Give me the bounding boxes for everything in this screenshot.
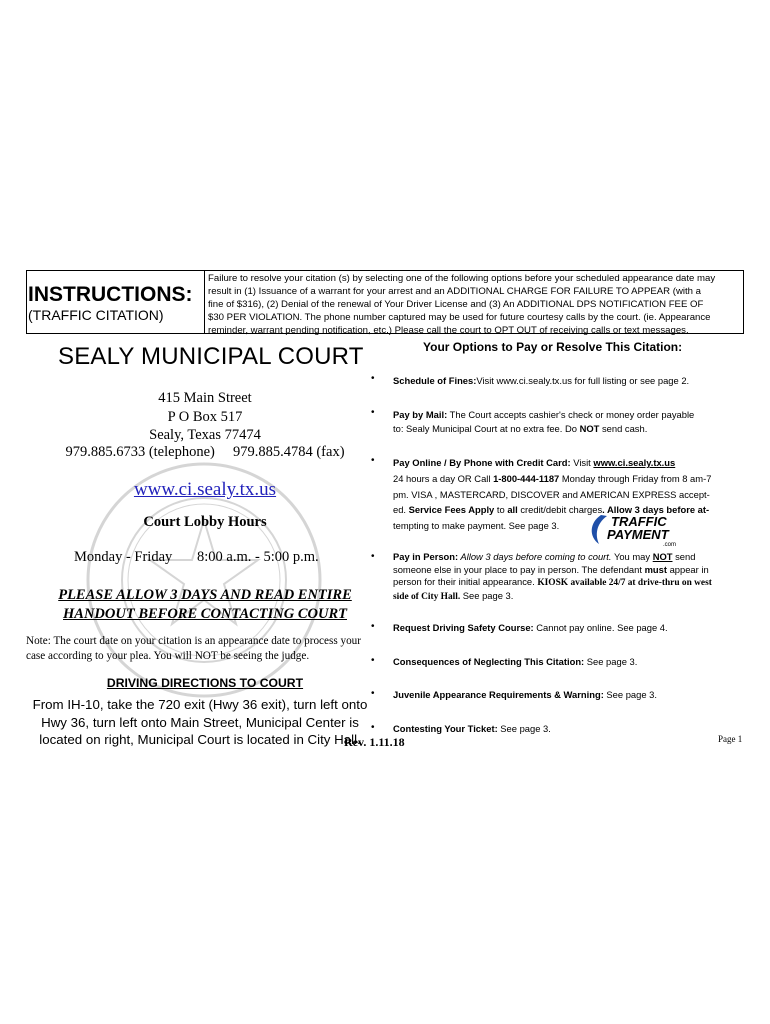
bullet-icon: •: [371, 373, 375, 384]
city-state-zip: Sealy, Texas 77474: [149, 427, 261, 443]
option-text: 24 hours a day OR Call: [393, 472, 494, 484]
option-text: to: [494, 504, 508, 516]
court-website-link[interactable]: www.ci.sealy.tx.us: [133, 479, 277, 500]
driving-directions-title: DRIVING DIRECTIONS TO COURT: [106, 676, 304, 690]
option-label: Consequences of Neglecting This Citation:: [393, 656, 585, 667]
bullet-icon: •: [371, 407, 375, 418]
po-box: P O Box 517: [167, 409, 243, 425]
directions-line: Hwy 36, turn left onto Main Street, Municipal Center is: [41, 714, 359, 730]
street-address: 415 Main Street: [158, 390, 252, 406]
option-text: Visit: [476, 375, 497, 386]
option-text: See page 3.: [460, 589, 514, 601]
notice-line: reminder, warrant pending notification, etc.) Please call the court to OPT OUT of receiving calls or text messages.: [208, 325, 689, 336]
phone-number: 1-800-444-1187: [493, 472, 560, 484]
option-label: Pay Online / By Phone with Credit Card:: [393, 457, 571, 468]
bullet-icon: •: [371, 688, 375, 699]
logo-line1: TRAFFIC: [611, 514, 667, 529]
driving-directions: [24, 696, 376, 749]
option-text: to: Sealy Municipal Court at no extra fee. Do: [393, 422, 580, 434]
option-text: send: [672, 551, 696, 562]
traffic-payment-logo: [587, 511, 689, 547]
option-emphasis: NOT: [579, 422, 600, 434]
option-emphasis: must: [644, 563, 667, 575]
logo-line2: PAYMENT: [607, 527, 669, 542]
option-text: See page 3.: [584, 656, 638, 667]
instructions-subtitle: (TRAFFIC CITATION): [28, 307, 164, 323]
option-emphasis: all: [507, 504, 518, 516]
option-label: Juvenile Appearance Requirements & Warning:: [393, 689, 604, 700]
option-emphasis: NOT: [652, 551, 673, 562]
option-contesting-ticket: [393, 722, 743, 736]
bullet-icon: •: [371, 551, 375, 562]
option-text: See page 3.: [603, 689, 657, 700]
notice-line: $30 PER VIOLATION. The phone number captured may be used for future courtesy calls by the court. (ie. Appearance: [208, 312, 711, 323]
option-consequences: [393, 655, 743, 669]
notice-line: result in (1) Issuance of a warrant for your arrest and an ADDITIONAL CHARGE FOR FAILURE TO APPEAR (with a: [208, 286, 702, 297]
option-text: Monday through Friday from 8 am-7: [559, 472, 712, 484]
option-label: Schedule of Fines:: [393, 375, 477, 386]
option-juvenile-requirements: [393, 688, 743, 702]
option-emphasis: Service Fees Apply: [408, 504, 495, 516]
header-divider: [204, 270, 205, 334]
option-italic: Allow 3 days before coming to court.: [458, 551, 612, 562]
lobby-time: 8:00 a.m. - 5:00 p.m.: [197, 549, 319, 565]
notice-line: fine of $316), (2) Denial of the renewal of Your Driver License and (3) An ADDITIONAL DPS NOTIFICATION FEE OF: [208, 299, 704, 310]
option-text: pm. VISA , MASTERCARD, DISCOVER and AMERICAN EXPRESS accept-: [393, 488, 710, 500]
page-number: Page 1: [718, 734, 743, 744]
options-title: Your Options to Pay or Resolve This Citation:: [423, 340, 683, 354]
bullet-icon: •: [371, 621, 375, 632]
option-text: send cash.: [599, 422, 648, 434]
option-text: The Court accepts cashier's check or money order payable: [447, 409, 695, 420]
phone-numbers: 979.885.6733 (telephone) 979.885.4784 (fax): [65, 444, 345, 460]
option-label: Pay in Person:: [393, 551, 459, 562]
allow-three-days-note: [30, 586, 380, 624]
option-text: person for their initial appearance.: [393, 576, 538, 588]
bullet-icon: •: [371, 655, 375, 666]
logo-suffix: .com: [663, 542, 677, 547]
court-name: SEALY MUNICIPAL COURT: [58, 343, 364, 370]
bullet-icon: •: [371, 722, 375, 733]
option-text: credit/debit charges: [517, 504, 603, 516]
option-text: Visit: [570, 457, 594, 468]
notice-line: Failure to resolve your citation (s) by selecting one of the following options before your scheduled appearance date may: [208, 273, 716, 284]
option-text: tempting to make payment. See page 3.: [393, 520, 560, 532]
failure-notice: [208, 272, 742, 337]
option-pay-in-person: [393, 551, 743, 603]
directions-line: From IH-10, take the 720 exit (Hwy 36 exit), turn left onto: [32, 697, 368, 712]
option-pay-online: [393, 455, 743, 534]
option-text: appear in: [666, 563, 709, 575]
option-label: Contesting Your Ticket:: [393, 723, 498, 734]
schedule-link[interactable]: www.ci.sealy.tx.us: [496, 375, 572, 386]
bullet-icon: •: [371, 455, 375, 466]
option-schedule-of-fines: [393, 374, 743, 388]
kiosk-note: KIOSK available 24/7 at drive-thru on west: [537, 578, 712, 589]
option-text: someone else in your place to pay in person. The defendant: [393, 563, 645, 575]
option-text: . Allow 3 days before at-: [602, 504, 710, 516]
instructions-title: INSTRUCTIONS:: [28, 283, 193, 306]
lobby-days: Monday - Friday: [74, 549, 173, 565]
kiosk-note: side of City Hall.: [393, 591, 461, 602]
directions-line: located on right, Municipal Court is located in City Hall.: [39, 732, 361, 747]
allow-note-line: HANDOUT BEFORE CONTACTING COURT: [63, 606, 347, 622]
revision-date: Rev. 1.11.18: [344, 735, 405, 749]
option-text: ed.: [393, 504, 409, 516]
option-text: Cannot pay online. See page 4.: [533, 622, 668, 633]
option-text: for full listing or see page 2.: [571, 375, 690, 386]
lobby-hours-title: Court Lobby Hours: [143, 514, 267, 530]
option-label: Request Driving Safety Course:: [393, 622, 534, 633]
option-pay-by-mail: [393, 408, 743, 435]
logo-swoosh: [592, 515, 607, 544]
allow-note-line: PLEASE ALLOW 3 DAYS AND READ ENTIRE: [58, 587, 352, 603]
option-text: See page 3.: [497, 723, 551, 734]
online-payment-link[interactable]: www.ci.sealy.tx.us: [593, 457, 676, 468]
option-driving-safety-course: [393, 621, 743, 635]
option-text: You may: [611, 551, 653, 562]
court-date-note: Note: The court date on your citation is an appearance date to process your case according to your plea. You will NOT be seeing the judge.: [26, 635, 361, 662]
option-label: Pay by Mail:: [393, 409, 448, 420]
